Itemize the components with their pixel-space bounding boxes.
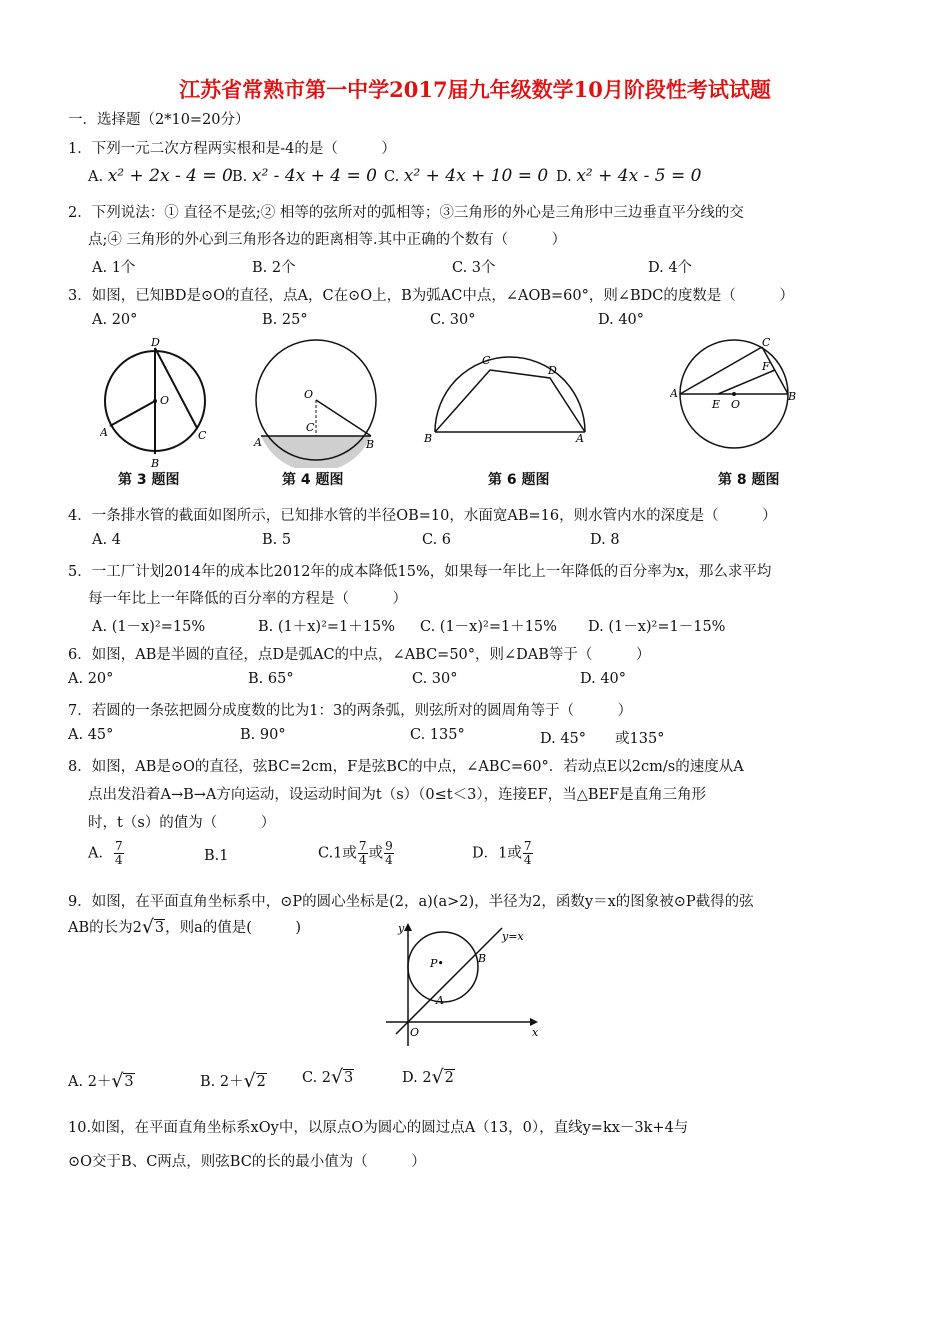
q1-option-c: C. x² + 4x + 10 = 0	[384, 166, 549, 186]
question-10-line1: 10.如图，在平面直角坐标系xOy中，以原点O为圆心的圆过点A（13，0），直线y=kx－3k+4与	[68, 1120, 689, 1136]
fig9-y-label: y	[398, 922, 405, 935]
q1-option-a: A. x² + 2x - 4 = 0	[88, 166, 233, 186]
q3-option-a: A. 20°	[92, 312, 138, 328]
question-8-line3: 时，t（s）的值为（ ）	[88, 815, 276, 831]
fig9-p-label: P•	[430, 957, 444, 970]
q5-option-c: C. (1－x)²=1＋15%	[420, 619, 557, 635]
fig9-a-label: A	[436, 994, 444, 1007]
question-5-line1: 5．一工厂计划2014年的成本比2012年的成本降低15%，如果每一年比上一年降低的百分率为x，那么求平均	[68, 564, 772, 580]
svg-text:O: O	[304, 388, 314, 401]
q7-option-b: B. 90°	[240, 727, 286, 743]
figure-6-caption: 第 6 题图	[488, 472, 550, 488]
figure-3-caption: 第 3 题图	[118, 472, 180, 488]
svg-text:B: B	[151, 457, 160, 468]
q5-option-d: D. (1－x)²=1－15%	[588, 619, 726, 635]
q3-option-c: C. 30°	[430, 312, 476, 328]
question-4: 4．一条排水管的截面如图所示，已知排水管的半径OB=10，水面宽AB=16，则水管内水的深度是（ ）	[68, 508, 777, 524]
svg-text:E: E	[712, 398, 721, 411]
q4-option-a: A. 4	[92, 532, 121, 548]
svg-text:A: A	[254, 436, 262, 449]
q9-option-a: A. 2＋√ 3	[68, 1070, 135, 1091]
q6-option-b: B. 65°	[248, 671, 294, 687]
svg-text:C: C	[198, 429, 207, 442]
section-heading: 一．选择题（2*10=20分）	[68, 112, 250, 128]
svg-text:D: D	[151, 336, 160, 349]
fig9-line-label: y=x	[502, 930, 524, 943]
fig9-origin-label: O	[410, 1026, 420, 1039]
question-1: 1．下列一元二次方程两实根和是-4的是（ ）	[68, 141, 396, 157]
q4-option-d: D. 8	[590, 532, 620, 548]
figure-3	[100, 336, 212, 468]
question-8-line2: 点出发沿着A→B→A方向运动，设运动时间为t（s）（0≤t＜3），连接EF，当△BEF是直角三角形	[88, 787, 707, 803]
q4-option-c: C. 6	[422, 532, 452, 548]
svg-text:O: O	[160, 394, 170, 407]
figure-8-caption: 第 8 题图	[718, 472, 780, 488]
fig9-b-label: B	[478, 952, 487, 965]
figure-4	[250, 336, 382, 468]
svg-text:C: C	[482, 354, 491, 367]
question-8-line1: 8．如图，AB是⊙O的直径，弦BC=2cm，F是弦BC的中点，∠ABC=60°．若动点E以2cm/s的速度从A	[68, 759, 744, 775]
q3-option-d: D. 40°	[598, 312, 645, 328]
q6-option-a: A. 20°	[68, 671, 114, 687]
svg-text:B: B	[366, 438, 375, 451]
q7-option-c: C. 135°	[410, 727, 465, 743]
q2-option-c: C. 3个	[452, 260, 496, 276]
question-6: 6．如图，AB是半圆的直径，点D是弧AC的中点，∠ABC=50°，则∠DAB等于（ ）	[68, 647, 651, 663]
question-10-line2: ⊙O交于B、C两点，则弦BC的长的最小值为（ ）	[68, 1154, 426, 1170]
q8-option-a: A． $\frac{7}{4}$	[88, 839, 123, 867]
figure-6	[420, 350, 590, 446]
q5-option-a: A. (1－x)²=15%	[92, 619, 206, 635]
q8-option-d: D．1或 $\frac{7}{4}$	[472, 839, 532, 867]
figure-4-caption: 第 4 题图	[282, 472, 344, 488]
q9-option-d: D. 2√ 2	[402, 1070, 455, 1086]
q2-option-d: D. 4个	[648, 260, 693, 276]
q5-option-b: B. (1＋x)²=1＋15%	[258, 619, 396, 635]
svg-text:O: O	[731, 398, 741, 411]
q1-option-b: B. x² - 4x + 4 = 0	[232, 166, 377, 186]
svg-text:C: C	[306, 421, 315, 434]
svg-text:B: B	[788, 390, 797, 403]
svg-text:A: A	[100, 426, 108, 439]
q2-option-a: A. 1个	[92, 260, 136, 276]
q7-option-a: A. 45°	[68, 727, 114, 743]
svg-text:D: D	[548, 364, 557, 377]
q7-option-d: D. 45° 或135°	[540, 731, 665, 747]
question-7: 7．若圆的一条弦把圆分成度数的比为1：3的两条弧，则弦所对的圆周角等于（ ）	[68, 703, 633, 719]
q9-option-c: C. 2√ 3	[302, 1070, 354, 1086]
q1-option-d: D. x² + 4x - 5 = 0	[556, 166, 702, 186]
fig9-x-label: x	[532, 1026, 539, 1039]
q4-option-b: B. 5	[262, 532, 292, 548]
question-5-line2: 每一年比上一年降低的百分率的方程是（ ）	[88, 591, 407, 607]
page-title: 江苏省常熟市第一中学2017届九年级数学10月阶段性考试试题	[179, 77, 771, 102]
svg-text:A: A	[576, 432, 584, 445]
q6-option-d: D. 40°	[580, 671, 627, 687]
question-2-line2: 点;④ 三角形的外心到三角形各边的距离相等.其中正确的个数有（ ）	[88, 232, 567, 248]
q2-option-b: B. 2个	[252, 260, 296, 276]
q8-option-b: B.1	[204, 848, 229, 864]
figure-8	[670, 336, 800, 468]
q6-option-c: C. 30°	[412, 671, 458, 687]
question-9-line1: 9．如图，在平面直角坐标系中，⊙P的圆心坐标是(2，a)(a>2)，半径为2，函数y＝x的图象被⊙P截得的弦	[68, 894, 754, 910]
question-9-line2: AB的长为2√ 3，则a的值是( )	[68, 916, 301, 937]
question-3: 3．如图，已知BD是⊙O的直径，点A，C在⊙O上，B为弧AC中点，∠AOB=60°，则∠BDC的度数是（ ）	[68, 288, 794, 304]
svg-text:A: A	[670, 387, 678, 400]
figure-9	[382, 920, 548, 1052]
svg-text:C: C	[762, 336, 771, 349]
q8-option-c: C.1或 $\frac{7}{4}$ 或 $\frac{9}{4}$	[318, 839, 393, 867]
question-2-line1: 2．下列说法：① 直径不是弦;② 相等的弦所对的弧相等；③三角形的外心是三角形中三边垂直平分线的交	[68, 205, 744, 221]
svg-text:B: B	[424, 432, 433, 445]
svg-text:F: F	[762, 360, 770, 373]
q3-option-b: B. 25°	[262, 312, 308, 328]
q9-option-b: B. 2＋√ 2	[200, 1070, 267, 1091]
